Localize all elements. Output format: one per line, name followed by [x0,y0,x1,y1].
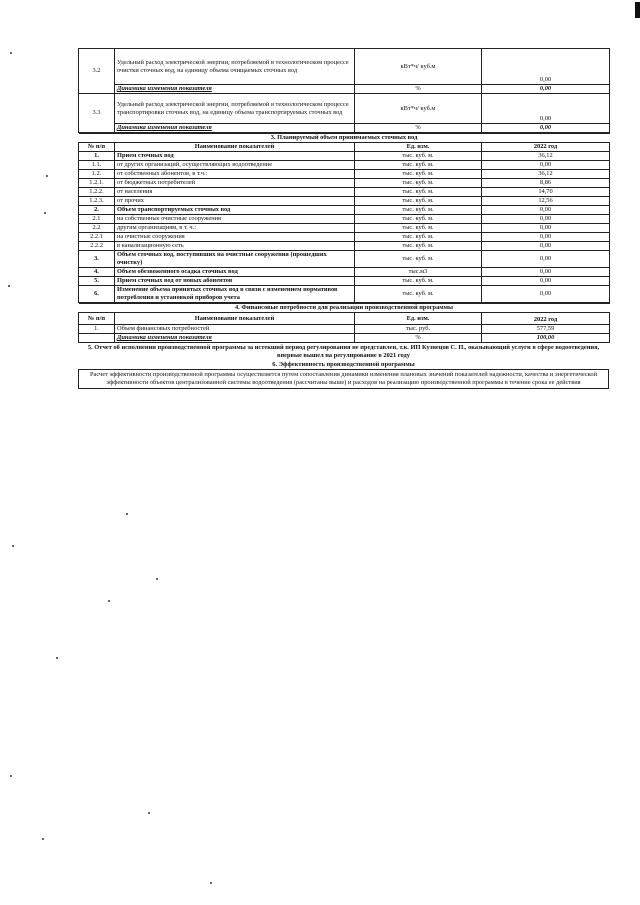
table-row [79,242,610,251]
table-row [79,206,610,215]
table-row [79,85,610,94]
unit-cell: тыс. куб. м. [355,286,482,303]
column-header-year: 2022 год [482,313,610,325]
row-number: 2. [79,206,115,215]
scan-speck [56,657,58,659]
row-number: 2.2 [79,224,115,233]
table-row [79,179,610,188]
efficiency-text: Расчет эффективности производственной программы осуществляется путем сопоставления динамики изменения плановых значений показателей надежности, качества и энергетической эффективности объектов централизованной системы водоотведения (рассчитаны выше) и расходов на реализацию производственной программы в течение срока ее действия [78,369,609,389]
scan-speck [156,578,158,580]
indicator-name: от бюджетных потребителей [115,179,355,188]
table-row [79,188,610,197]
unit-cell: тыс. куб. м. [355,206,482,215]
unit-cell: тыс. куб. м. [355,152,482,161]
unit-cell: % [355,85,482,94]
scan-speck [8,285,10,287]
indicator-name: Объем финансовых потребностей [115,325,355,334]
row-number: 1.1. [79,161,115,170]
indicator-name: Объем сточных вод, поступивших на очистные сооружения (прошедших очистку) [115,251,355,268]
row-number: 2.1 [79,215,115,224]
report-note: 5. Отчет об исполнении производственной программы за истекший период регулирования не представлен, т.к. ИП Кузнецов С. П., оказывающий услуги в сфере водоотведения, впервые вышел на регулирование в 2021 году [87,344,600,359]
energy-indicators-table [78,48,610,133]
unit-cell: кВт*ч/ куб.м [355,49,482,85]
row-number: 3.3 [79,94,115,133]
financial-needs-table [78,303,610,343]
value-cell: 0,00 [482,242,610,251]
table-row [79,94,610,124]
unit-cell: % [355,124,482,133]
value-cell: 0,00 [482,85,610,94]
row-number: 3.2 [79,49,115,94]
table-row [79,215,610,224]
indicator-name: Объем обезвоженного осадка сточных вод [115,268,355,277]
row-number: 1.2.1. [79,179,115,188]
section-title: 4. Финансовые потребности для реализации производственной программы [79,304,610,313]
row-number: 6. [79,286,115,303]
value-cell: 0,00 [482,268,610,277]
value-cell: 0,00 [482,94,610,124]
row-number: 1.2.2. [79,188,115,197]
column-header-num: № п/п [79,143,115,152]
value-cell: 0,00 [482,206,610,215]
column-header-unit: Ед. изм. [355,143,482,152]
unit-cell: % [355,334,482,343]
unit-cell: тыс. куб. м. [355,224,482,233]
row-number: 1.2. [79,170,115,179]
row-number: 3. [79,251,115,268]
table-row [79,277,610,286]
unit-cell: тыс. куб. м. [355,197,482,206]
table-body [79,152,610,303]
indicator-name: от собственных абонентов, в т.ч.: [115,170,355,179]
row-number: 1.2.3. [79,197,115,206]
scan-speck [12,545,14,547]
unit-cell: тыс. куб. м. [355,161,482,170]
empty-cell [79,334,115,343]
row-number: 1. [79,325,115,334]
dynamics-label: Динамика изменения показателя [115,124,355,133]
unit-cell: кВт*ч/ куб.м [355,94,482,124]
scan-speck [10,52,12,54]
table-row [79,325,610,334]
unit-cell: тыс. куб. м. [355,251,482,268]
document-page [78,48,609,389]
table-row [79,49,610,85]
value-cell: 100,00 [482,334,610,343]
table-row [79,197,610,206]
indicator-name: от населения [115,188,355,197]
row-number: 1. [79,152,115,161]
dynamics-label: Динамика изменения показателя [115,334,355,343]
unit-cell: тыс. куб. м. [355,188,482,197]
indicator-name: от прочих [115,197,355,206]
column-header-unit: Ед. изм. [355,313,482,325]
indicator-name: Изменение объема принятых сточных вод в связи с изменением нормативов потребления и установкой приборов учета [115,286,355,303]
table-row [79,224,610,233]
table-row [79,286,610,303]
value-cell: 8,86 [482,179,610,188]
value-cell: 577,59 [482,325,610,334]
value-cell: 36,12 [482,152,610,161]
value-cell: 12,56 [482,197,610,206]
value-cell: 0,00 [482,215,610,224]
indicator-name: на собственные очистные сооружения [115,215,355,224]
table-row [79,233,610,242]
value-cell: 36,12 [482,170,610,179]
dynamics-label: Динамика изменения показателя [115,85,355,94]
unit-cell: тыс. куб. м. [355,277,482,286]
table-header-row [79,313,610,325]
indicator-name: на очистные сооружения [115,233,355,242]
scan-speck [10,775,12,777]
page-edge-mark [635,2,640,18]
indicator-name: Прием сточных вод от новых абонентов [115,277,355,286]
scan-speck [46,175,48,177]
row-number: 4. [79,268,115,277]
unit-cell: тыс.м3 [355,268,482,277]
column-header-year: 2022 год [482,143,610,152]
indicator-name: Объем транспортируемых сточных вод [115,206,355,215]
unit-cell: тыс. куб. м. [355,233,482,242]
value-cell: 0,00 [482,161,610,170]
indicator-name: Удельный расход электрической энергии, потребляемой в технологическом процессе транспортировки сточных вод, на единицу объема транспортируемых сточных вод [115,94,355,124]
section-title: 3. Планируемый объем принимаемых сточных вод [79,134,610,143]
value-cell: 0,00 [482,233,610,242]
column-header-name: Наименование показателей [115,313,355,325]
table-row [79,170,610,179]
table-row [79,334,610,343]
value-cell: 0,00 [482,251,610,268]
table-row [79,161,610,170]
indicator-name: в канализационную сеть [115,242,355,251]
unit-cell: тыс. куб. м. [355,170,482,179]
column-header-name: Наименование показателей [115,143,355,152]
row-number: 5. [79,277,115,286]
table-row [79,268,610,277]
scan-speck [126,513,128,515]
table-row [79,152,610,161]
unit-cell: тыс. куб. м. [355,215,482,224]
indicator-name: другим организациям, в т. ч.: [115,224,355,233]
row-number: 2.2.2 [79,242,115,251]
scan-speck [44,212,46,214]
scan-speck [42,838,44,840]
indicator-name: от других организаций, осуществляющих водоотведение [115,161,355,170]
column-header-num: № п/п [79,313,115,325]
row-number: 2.2.1 [79,233,115,242]
unit-cell: тыс. куб. м. [355,242,482,251]
scan-speck [210,882,212,884]
value-cell: 0,00 [482,49,610,85]
unit-cell: тыс. руб. [355,325,482,334]
section-title: 6. Эффективность производственной программы [272,361,415,368]
wastewater-volume-table [78,133,610,303]
value-cell: 0,00 [482,277,610,286]
unit-cell: тыс. куб. м. [355,179,482,188]
table-row [79,124,610,133]
indicator-name: Удельный расход электрической энергии, потребляемой в технологическом процессе очистки сточных вод, на единицу объема очищаемых сточных вод [115,49,355,85]
indicator-name: Прием сточных вод [115,152,355,161]
table-header-row [79,143,610,152]
table-row [79,251,610,268]
scan-speck [108,600,110,602]
value-cell: 0,00 [482,224,610,233]
value-cell: 0,00 [482,124,610,133]
value-cell: 0,00 [482,286,610,303]
value-cell: 14,70 [482,188,610,197]
scan-speck [148,812,150,814]
